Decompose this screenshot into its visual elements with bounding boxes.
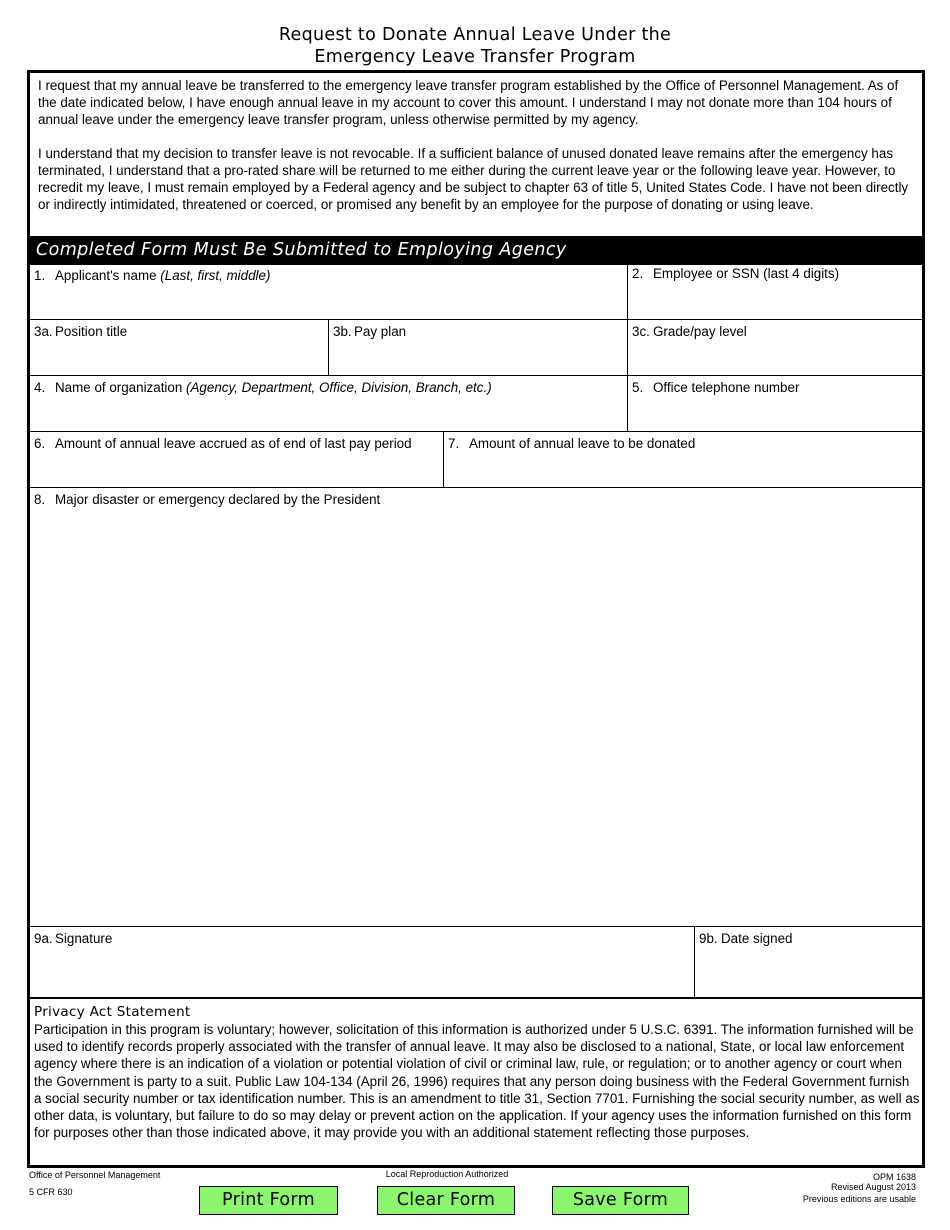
footer-reproduction: Local Reproduction Authorized: [385, 1169, 509, 1179]
form-title: [0, 24, 950, 68]
footer-editions: Previous editions are usable: [802, 1194, 916, 1204]
grid-line: [328, 319, 329, 375]
grid-line: [30, 997, 922, 999]
pay-plan-label: Pay plan: [354, 324, 407, 339]
form-title-line2: Emergency Leave Transfer Program: [314, 47, 636, 67]
signature-field[interactable]: 9a. Signature: [34, 931, 113, 946]
office-phone-label: Office telephone number: [653, 380, 800, 395]
applicant-name-hint: (Last, first, middle): [160, 268, 271, 283]
date-signed-field[interactable]: 9b. Date signed: [699, 931, 793, 946]
leave-donated-label: Amount of annual leave to be donated: [469, 436, 696, 451]
grid-line: [30, 375, 922, 376]
applicant-name-label: Applicant's name: [55, 268, 157, 283]
form-frame: [27, 70, 925, 1168]
privacy-act-statement: [34, 1004, 920, 1141]
footer-form-number: OPM 1638: [872, 1172, 916, 1182]
employee-id-field[interactable]: 2. Employee or SSN (last 4 digits): [632, 266, 840, 281]
intro-statement: [38, 77, 916, 230]
position-title-field[interactable]: 3a. Position title: [34, 324, 128, 339]
grid-line: [30, 431, 922, 432]
save-form-button[interactable]: Save Form: [552, 1186, 689, 1215]
grade-level-label: Grade/pay level: [653, 324, 747, 339]
organization-label: Name of organization: [55, 380, 183, 395]
applicant-name-field[interactable]: 1. Applicant's name (Last, first, middle): [34, 268, 271, 283]
leave-accrued-field[interactable]: 6. Amount of annual leave accrued as of end of last pay period: [34, 436, 412, 451]
privacy-heading: Privacy Act Statement: [34, 1004, 191, 1020]
grid-line: [30, 926, 922, 927]
privacy-text: Participation in this program is voluntary; however, solicitation of this information is authorized under 5 U.S.C. 6391. The information furnished will be used to identify records properly associated with the transfer of annual leave. It may also be disclosed to a national, State, or local law enforcement agency where there is an indication of a violation or potential violation of civil or criminal law, rule, or regulation; or to another agency or court when the Government is party to a suit. Public Law 104-134 (April 26, 1996) requires that any person doing business with the Federal Government furnish a social security number or tax identification number. This is an amendment to title 31, Section 7701. Furnishing the social security number, as well as other data, is voluntary, but failure to do so may delay or prevent action on the application. If your agency uses the information furnished on this form for purposes other than those indicated above, it may provide you with an additional statement reflecting those purposes.: [34, 1022, 920, 1141]
grid-line: [694, 926, 695, 998]
grade-level-field[interactable]: 3c. Grade/pay level: [632, 324, 747, 339]
leave-accrued-label: Amount of annual leave accrued as of end of last pay period: [55, 436, 412, 451]
employee-id-label: Employee or SSN (last 4 digits): [653, 266, 840, 281]
grid-line: [627, 265, 628, 431]
footer-cfr: 5 CFR 630: [29, 1187, 73, 1197]
submission-banner: Completed Form Must Be Submitted to Employing Agency: [30, 236, 922, 265]
signature-label: Signature: [55, 931, 113, 946]
organization-hint: (Agency, Department, Office, Division, Branch, etc.): [186, 380, 492, 395]
footer-agency: Office of Personnel Management: [29, 1170, 161, 1180]
date-signed-label: Date signed: [721, 931, 793, 946]
form-title-line1: Request to Donate Annual Leave Under the: [278, 25, 672, 45]
disaster-declared-field[interactable]: 8. Major disaster or emergency declared by the President: [34, 492, 381, 507]
office-phone-field[interactable]: 5. Office telephone number: [632, 380, 800, 395]
leave-donated-field[interactable]: 7. Amount of annual leave to be donated: [448, 436, 696, 451]
grid-line: [443, 431, 444, 487]
print-form-button[interactable]: Print Form: [199, 1186, 338, 1215]
disaster-declared-label: Major disaster or emergency declared by the President: [55, 492, 381, 507]
intro-paragraph-2: I understand that my decision to transfer leave is not revocable. If a sufficient balance of unused donated leave remains after the emergency has terminated, I understand that a pro-rated share will be returned to me either during the current leave year or the following leave year. However, to recredit my leave, I must remain employed by a Federal agency and be subject to chapter 63 of title 5, United States Code. I have not been directly or indirectly intimidated, threatened or coerced, or promised any benefit by an employee for the purpose of donating or using leave.: [38, 146, 909, 212]
grid-line: [30, 487, 922, 488]
organization-field[interactable]: 4. Name of organization (Agency, Department, Office, Division, Branch, etc.): [34, 380, 492, 395]
grid-line: [30, 319, 922, 320]
intro-paragraph-1: I request that my annual leave be transferred to the emergency leave transfer program established by the Office of Personnel Management. As of the date indicated below, I have enough annual leave in my account to cover this amount. I understand I may not donate more than 104 hours of annual leave under the emergency leave transfer program, unless otherwise permitted by my agency.: [38, 78, 899, 127]
clear-form-button[interactable]: Clear Form: [377, 1186, 515, 1215]
footer-revised: Revised August 2013: [830, 1182, 916, 1192]
position-title-label: Position title: [55, 324, 128, 339]
pay-plan-field[interactable]: 3b. Pay plan: [333, 324, 407, 339]
